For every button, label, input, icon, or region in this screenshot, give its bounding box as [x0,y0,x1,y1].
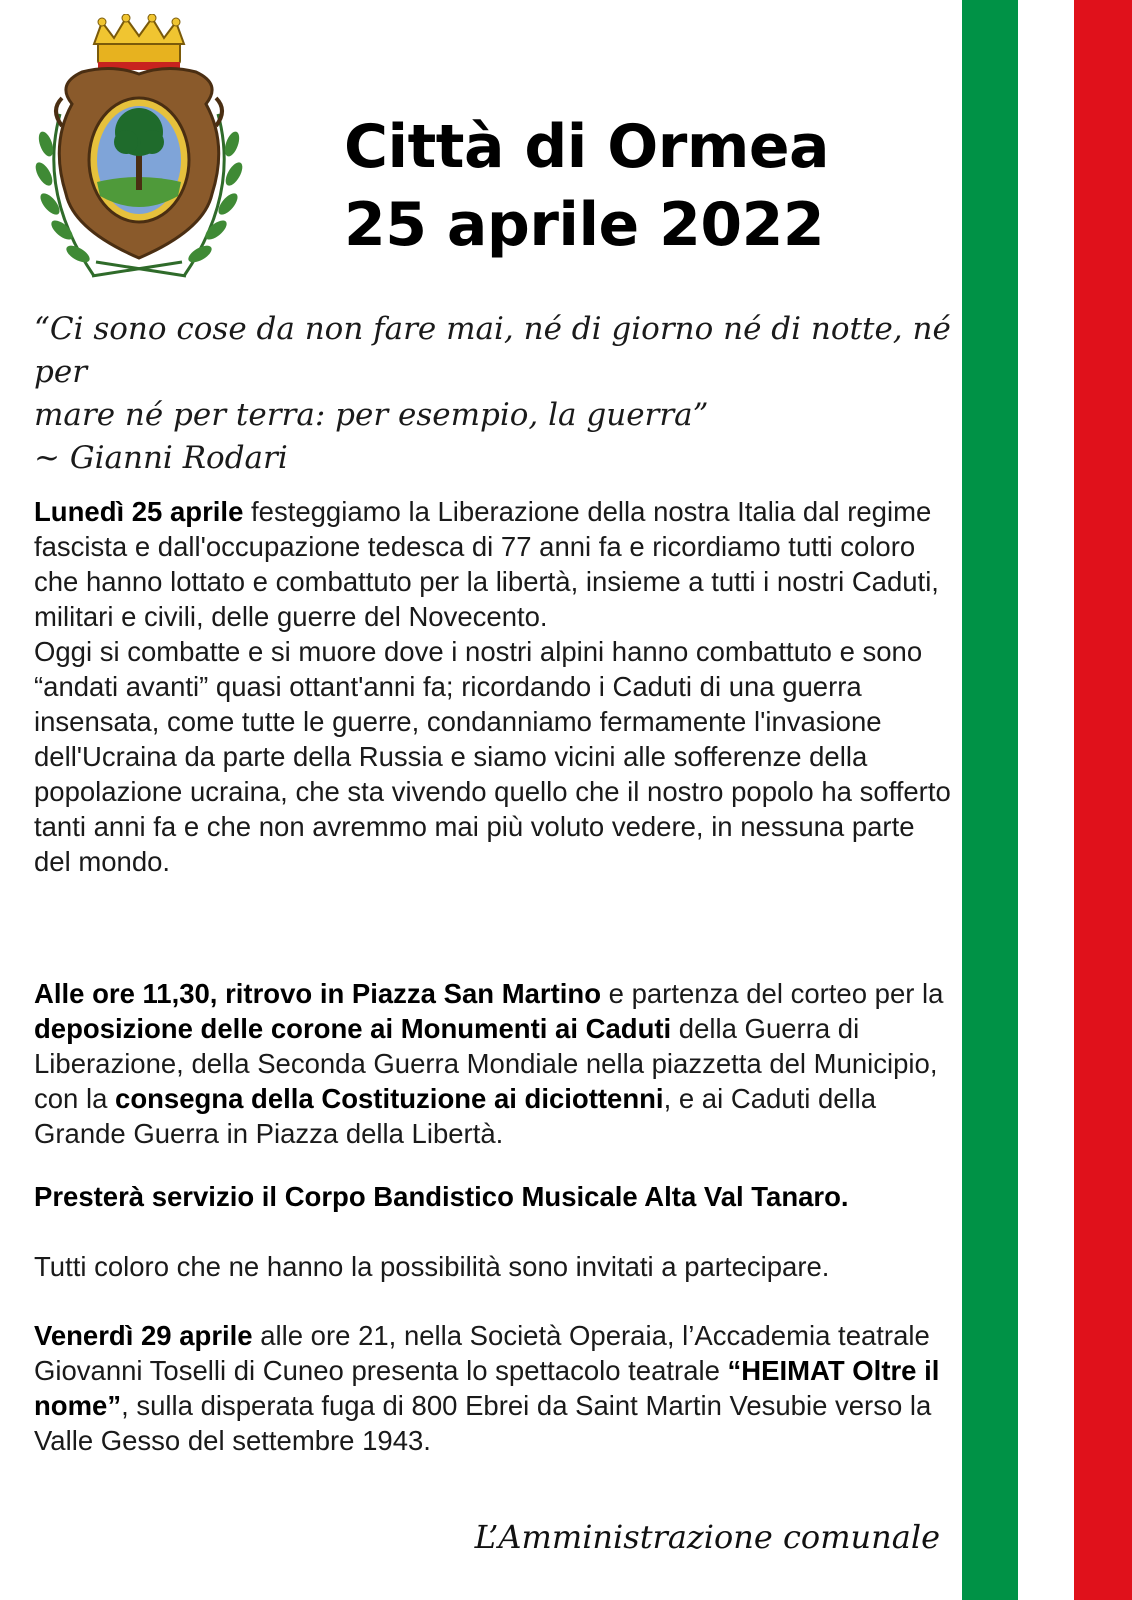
quote-author: ~ Gianni Rodari [34,440,288,476]
paragraph-text: e partenza del corteo per la [601,978,944,1009]
paragraph-text: Oggi si combatte e si muore dove i nostri alpini hanno combattuto e sono “andati avanti” quasi ottant'anni fa; ricordando i Caduti di una guerra insensata, come tutte le guerre, condanniamo fermamente l'invasione dell'Ucraina da parte della Russia e siamo vicini alle sofferenze della popolazione ucraina, che sta vivendo quello che il nostro popolo ha sofferto tanti anni fa e che non avremmo mai più voluto vedere, in nessuna parte del mondo. [34,636,951,877]
bold-text: “HEIMAT Oltre il nome” [34,1355,940,1421]
bold-date: Lunedì 25 aprile [34,496,244,527]
bold-date: Venerdì 29 aprile [34,1320,253,1351]
bold-text: Presterà servizio il Corpo Bandistico Musicale Alta Val Tanaro. [34,1181,849,1212]
paragraph-text: della Guerra di Liberazione, della Seconda Guerra Mondiale nella piazzetta del Municipio, con la [34,1013,938,1114]
quote-line: mare né per terra: per esempio, la guerra” [34,397,709,433]
paragraph-text: , e ai Caduti della Grande Guerra in Piazza della Libertà. [34,1083,877,1149]
bold-text: consegna della Costituzione ai diciottenni [115,1083,664,1114]
bold-text: Alle ore 11,30, ritrovo in Piazza San Martino [34,978,601,1009]
paragraph-text: alle ore 21, nella Società Operaia, l’Accademia teatrale Giovanni Toselli di Cuneo presenta lo spettacolo teatrale [34,1320,930,1386]
bold-text: deposizione delle corone ai Monumenti ai Caduti [34,1013,672,1044]
flag-stripe-white [1018,0,1074,1600]
quote-line: “Ci sono cose da non fare mai, né di giorno né di notte, né per [34,311,951,390]
flag-stripe-red [1074,0,1132,1600]
paragraph-text: festeggiamo la Liberazione della nostra Italia dal regime fascista e dall'occupazione tedesca di 77 anni fa e ricordiamo tutti coloro che hanno lottato e combattuto per la libertà, insieme a tutti i nostri Caduti, militari e civili, delle guerre del Novecento. [34,496,939,632]
header [344,108,944,264]
paragraph-text: , sulla disperata fuga di 800 Ebrei da Saint Martin Vesubie verso la Valle Gesso del settembre 1943. [34,1390,932,1456]
paragraph-band [34,1179,954,1214]
quote-block [34,308,954,480]
signature: L’Amministrazione comunale [474,1518,940,1556]
page-title: Città di Ormea [344,112,830,182]
paragraph-liberation [34,494,954,879]
coat-of-arms-icon [32,14,246,286]
event-date: 25 aprile 2022 [344,190,825,260]
paragraph-program [34,976,954,1151]
paragraph-invitation: Tutti coloro che ne hanno la possibilità sono invitati a partecipare. [34,1251,830,1282]
paragraph-theatre [34,1318,954,1458]
flag-stripe-green [962,0,1018,1600]
